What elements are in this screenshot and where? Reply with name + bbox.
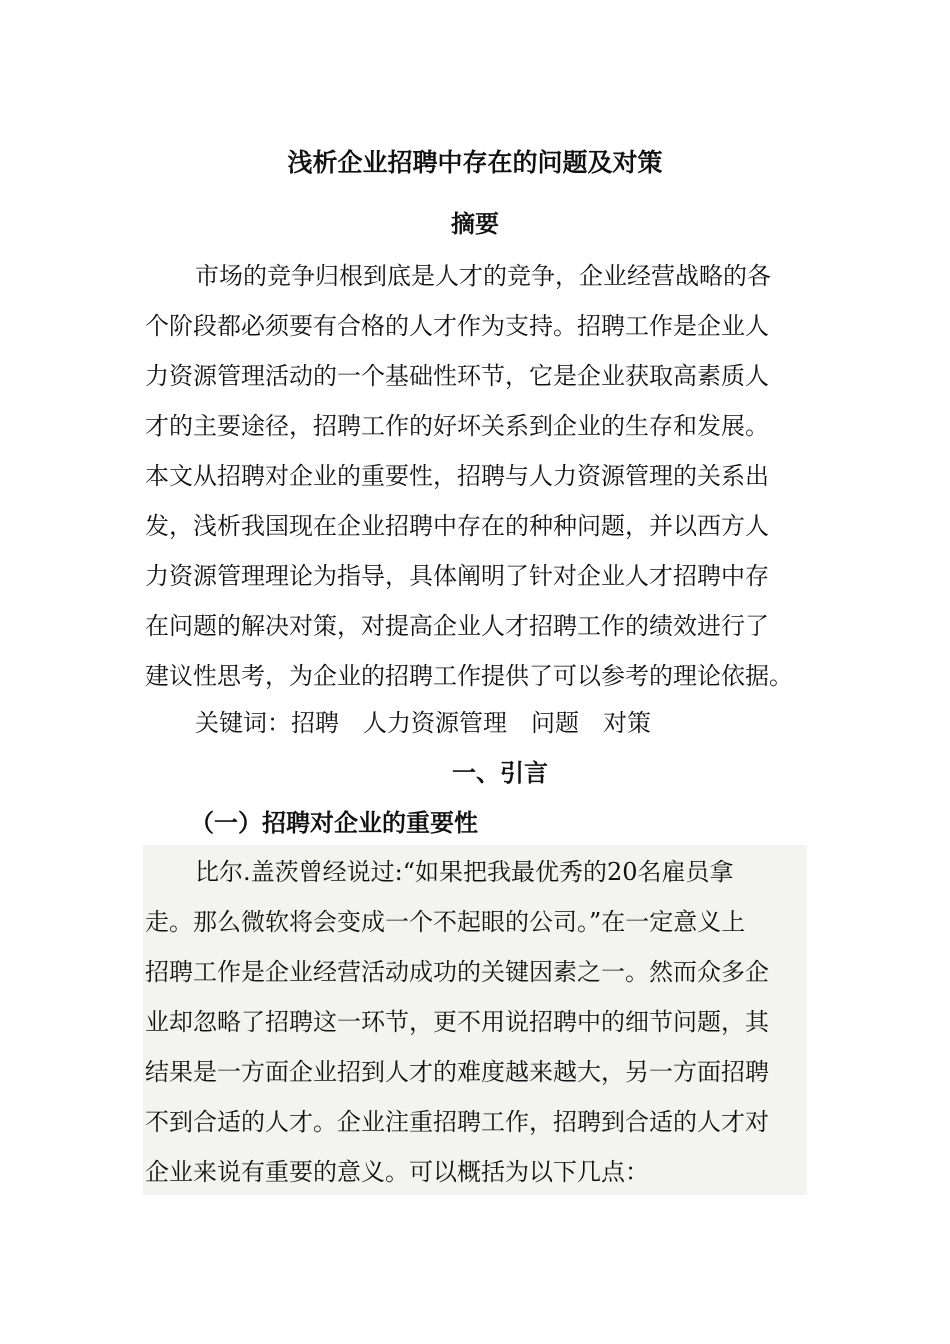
abstract-line: 力资源管理理论为指导，具体阐明了针对企业人才招聘中存 <box>145 562 769 590</box>
intro-line: 不到合适的人才。企业注重招聘工作，招聘到合适的人才对 <box>145 1108 769 1136</box>
intro-line: 走。那么微软将会变成一个不起眼的公司。”在一定意义上 <box>145 908 746 936</box>
abstract-line: 本文从招聘对企业的重要性，招聘与人力资源管理的关系出 <box>145 462 769 490</box>
abstract-line: 发，浅析我国现在企业招聘中存在的种种问题，并以西方人 <box>145 512 769 540</box>
intro-line: 比尔.盖茨曾经说过:“如果把我最优秀的20名雇员拿 <box>195 858 734 886</box>
intro-line: 企业来说有重要的意义。可以概括为以下几点： <box>145 1158 649 1186</box>
keywords-line: 关键词：招聘 人力资源管理 问题 对策 <box>195 709 651 737</box>
abstract-line: 力资源管理活动的一个基础性环节，它是企业获取高素质人 <box>145 362 769 390</box>
abstract-line: 才的主要途径，招聘工作的好坏关系到企业的生存和发展。 <box>145 412 769 440</box>
intro-line: 招聘工作是企业经营活动成功的关键因素之一。然而众多企 <box>145 958 769 986</box>
abstract-line: 建议性思考，为企业的招聘工作提供了可以参考的理论依据。 <box>145 662 793 690</box>
subsection-heading: （一）招聘对企业的重要性 <box>190 808 478 837</box>
abstract-paragraph <box>145 251 810 701</box>
abstract-heading: 摘要 <box>451 210 499 238</box>
intro-line: 结果是一方面企业招到人才的难度越来越大，另一方面招聘 <box>145 1058 769 1086</box>
section-heading-introduction: 一、引言 <box>452 758 548 787</box>
abstract-line: 市场的竞争归根到底是人才的竞争，企业经营战略的各 <box>195 262 771 290</box>
intro-paragraph <box>145 847 810 1197</box>
document-title: 浅析企业招聘中存在的问题及对策 <box>287 148 663 177</box>
abstract-line: 在问题的解决对策，对提高企业人才招聘工作的绩效进行了 <box>145 612 769 640</box>
intro-line: 业却忽略了招聘这一环节，更不用说招聘中的细节问题，其 <box>145 1008 769 1036</box>
abstract-line: 个阶段都必须要有合格的人才作为支持。招聘工作是企业人 <box>145 312 769 340</box>
